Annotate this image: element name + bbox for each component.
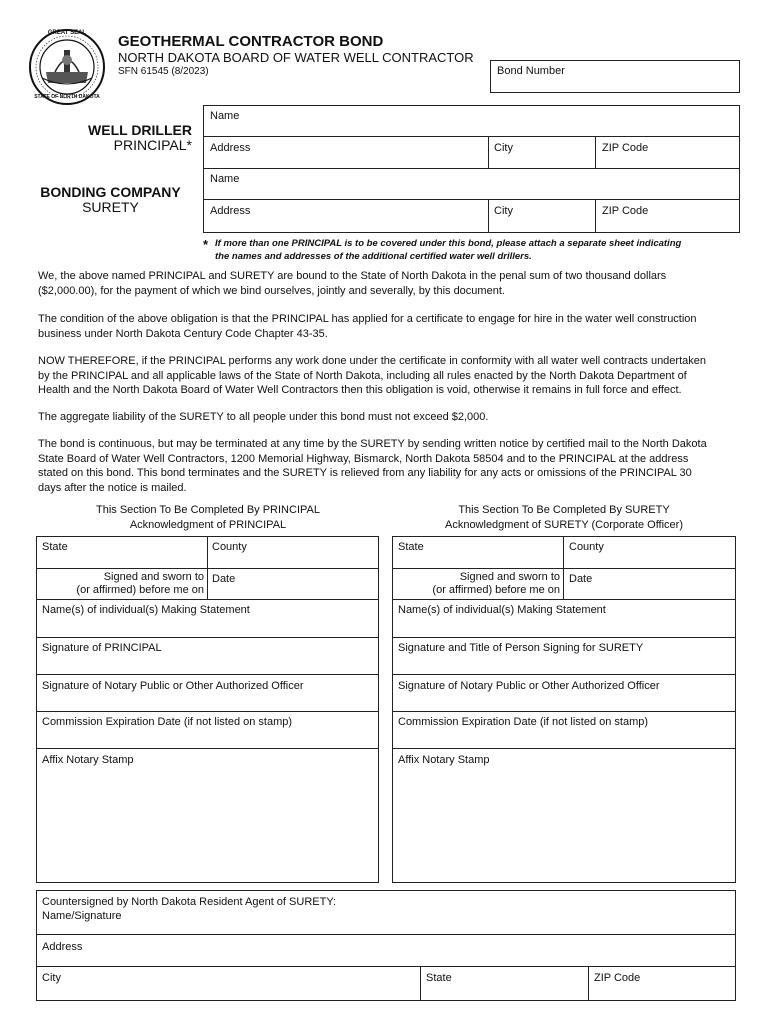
note-line-2: the names and addresses of the additional certified water well drillers. [215, 251, 532, 262]
principal-date-field[interactable]: Date [212, 573, 236, 585]
bond-number-label: Bond Number [497, 65, 565, 77]
agent-zip-field[interactable]: ZIP Code [594, 972, 641, 984]
principal-city-field[interactable]: City [494, 142, 513, 154]
surety-heading-1: BONDING COMPANY [40, 184, 181, 200]
note-star: * [203, 237, 209, 252]
bond-number-field[interactable] [490, 60, 740, 93]
surety-commission-field[interactable]: Commission Expiration Date (if not listed on stamp) [398, 716, 649, 728]
surety-names-field[interactable]: Name(s) of individual(s) Making Statement [398, 604, 606, 616]
principal-names-field[interactable]: Name(s) of individual(s) Making Statement [42, 604, 250, 616]
agent-city-field[interactable]: City [42, 972, 61, 984]
surety-zip-field[interactable]: ZIP Code [602, 205, 649, 217]
agent-state-field[interactable]: State [426, 972, 452, 984]
principal-stamp-area[interactable]: Affix Notary Stamp [42, 754, 134, 766]
form-title: GEOTHERMAL CONTRACTOR BOND [118, 33, 384, 50]
surety-signed-sworn: Signed and sworn to (or affirmed) before me on [432, 571, 560, 596]
seal-bottom-text: STATE OF NORTH DAKOTA [34, 94, 100, 100]
surety-stamp-area[interactable]: Affix Notary Stamp [398, 754, 490, 766]
surety-notary-field[interactable]: Signature of Notary Public or Other Authorized Officer [398, 680, 660, 692]
seal-top-text: GREAT SEAL [47, 30, 87, 36]
paragraph-bound: We, the above named PRINCIPAL and SURETY are bound to the State of North Dakota in the penal sum of two thousand dollars ($2,000.00), for the payment of which we bind ourselves, jointly and severally, by this document. [38, 270, 667, 297]
principal-signature-field[interactable]: Signature of PRINCIPAL [42, 642, 162, 654]
surety-state-field[interactable]: State [398, 541, 424, 553]
surety-signature-field[interactable]: Signature and Title of Person Signing for SURETY [398, 642, 644, 654]
surety-heading-2: SURETY [82, 199, 139, 215]
surety-city-field[interactable]: City [494, 205, 513, 217]
surety-address-field[interactable]: Address [210, 205, 251, 217]
paragraph-liability: The aggregate liability of the SURETY to all people under this bond must not exceed $2,000. [38, 411, 489, 423]
principal-state-field[interactable]: State [42, 541, 68, 553]
paragraph-continuous: The bond is continuous, but may be terminated at any time by the SURETY by sending written notice by certified mail to the North Dakota State Board of Water Well Contractors, 1200 Memorial Highway, Bismarck, North Dakota 58504 and to the PRINCIPAL at the address stated on this bond. This bond terminates and the SURETY is relieved from any liability for any acts or omissions of the PRINCIPAL 30 days after the notice is mailed. [38, 438, 707, 494]
principal-ack-heading: This Section To Be Completed By PRINCIPAL Acknowledgment of PRINCIPAL [96, 504, 320, 531]
surety-name-field[interactable]: Name [210, 173, 240, 185]
agency-name: NORTH DAKOTA BOARD OF WATER WELL CONTRACTOR [118, 50, 474, 65]
principal-address-field[interactable]: Address [210, 142, 251, 154]
paragraph-now-therefore: NOW THEREFORE, if the PRINCIPAL performs any work done under the certificate in conformity with all water well contracts undertaken by the PRINCIPAL and all applicable laws of the State of North Dakota, including all rules enacted by the North Dakota Department of Health and the North Dakota Board of Water Well Contractors then this obligation is void, otherwise it remains in full force and effect. [38, 355, 706, 397]
principal-heading-1: WELL DRILLER [88, 122, 192, 138]
note-line-1: If more than one PRINCIPAL is to be covered under this bond, please attach a separate sheet indicating [215, 238, 682, 249]
form-number: SFN 61545 (8/2023) [118, 66, 209, 77]
surety-date-field[interactable]: Date [569, 573, 593, 585]
agent-address-field[interactable]: Address [42, 941, 83, 953]
party-grid [203, 105, 740, 233]
principal-heading-2: PRINCIPAL* [113, 137, 192, 153]
principal-county-field[interactable]: County [212, 541, 247, 553]
principal-notary-field[interactable]: Signature of Notary Public or Other Authorized Officer [42, 680, 304, 692]
principal-heading [40, 122, 192, 153]
surety-county-field[interactable]: County [569, 541, 604, 553]
principal-signed-sworn: Signed and sworn to (or affirmed) before me on [76, 571, 204, 596]
agent-signature-field[interactable]: Countersigned by North Dakota Resident Agent of SURETY: Name/Signature [42, 896, 337, 922]
principal-name-field[interactable]: Name [210, 110, 240, 122]
principal-zip-field[interactable]: ZIP Code [602, 142, 649, 154]
paragraph-condition: The condition of the above obligation is that the PRINCIPAL has applied for a certificate to engage for hire in the water well construction business under North Dakota Century Code Chapter 43-35. [38, 313, 697, 340]
surety-ack-heading: This Section To Be Completed By SURETY Acknowledgment of SURETY (Corporate Officer) [444, 504, 684, 531]
principal-commission-field[interactable]: Commission Expiration Date (if not listed on stamp) [42, 716, 293, 728]
surety-heading [30, 184, 191, 215]
state-seal [28, 28, 106, 106]
